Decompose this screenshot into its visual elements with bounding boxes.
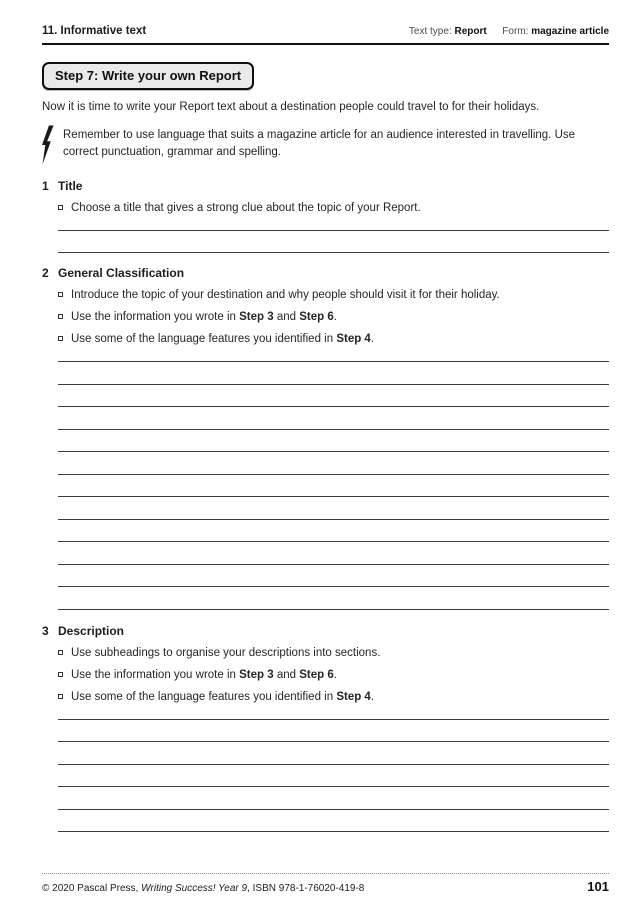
write-line: [58, 765, 609, 788]
text-segment: and: [273, 668, 300, 681]
write-line: [58, 385, 609, 408]
write-line: [58, 708, 609, 720]
text-segment: Use subheadings to organise your descriptions into sections.: [71, 646, 381, 659]
section-title: Description: [58, 623, 125, 638]
tip-callout: [42, 124, 609, 166]
write-line: [58, 219, 609, 231]
text-segment: and: [273, 311, 300, 323]
bullet-item: [58, 686, 609, 708]
bold-text-segment: Step 6: [299, 668, 334, 681]
bullet-list: [42, 642, 609, 708]
write-line: [58, 542, 609, 565]
write-line: [58, 520, 609, 543]
square-bullet-icon: [58, 292, 63, 297]
write-line: [58, 565, 609, 588]
text-segment: © 2020 Pascal Press,: [42, 883, 142, 894]
bold-text-segment: Step 6: [299, 311, 334, 323]
chapter-title: 11. Informative text: [42, 25, 147, 37]
write-lines: [58, 708, 609, 833]
section-heading: [42, 266, 609, 281]
write-line: [58, 407, 609, 430]
text-segment: .: [333, 668, 337, 681]
text-type-label: Text type:: [408, 26, 452, 37]
text-segment: Use the information you wrote in: [71, 668, 240, 681]
text-segment: , ISBN 978-1-76020-419-8: [247, 883, 365, 894]
form-label: Form:: [502, 26, 529, 37]
write-line: [58, 497, 609, 520]
bullet-text: [71, 306, 337, 328]
section-title: Title: [58, 178, 83, 193]
text-segment: Introduce the topic of your destination and why people should visit it for their holiday.: [71, 289, 500, 301]
section-2: [42, 266, 609, 610]
write-line: [58, 587, 609, 610]
write-line: [58, 810, 609, 833]
section-1: [42, 179, 609, 254]
bold-text-segment: Step 4: [336, 690, 371, 703]
bold-text-segment: Step 3: [239, 668, 274, 681]
bullet-text: [71, 686, 374, 708]
bullet-item: [58, 284, 609, 306]
square-bullet-icon: [58, 694, 63, 699]
section-title: General Classification: [58, 266, 185, 280]
lightning-bolt-icon: [42, 124, 55, 166]
write-line: [58, 362, 609, 385]
italic-text-segment: Writing Success! Year 9: [141, 883, 248, 894]
page-header: [42, 25, 609, 45]
copyright-text: [42, 882, 364, 896]
text-segment: .: [333, 311, 337, 323]
write-lines: [58, 350, 609, 610]
text-segment: .: [370, 333, 375, 345]
square-bullet-icon: [58, 336, 63, 341]
write-line: [58, 720, 609, 743]
bullet-item: [58, 664, 609, 686]
section-number: 2: [42, 266, 49, 280]
section-3: [42, 624, 609, 833]
step-heading-label: Step 7: Write your own Report: [55, 68, 242, 83]
bold-text-segment: Step 3: [239, 311, 274, 323]
text-segment: .: [370, 690, 375, 703]
text-segment: Choose a title that gives a strong clue about the topic of your Report.: [71, 201, 421, 214]
page-footer: [42, 873, 609, 896]
section-heading: [42, 179, 609, 194]
sections-container: [42, 179, 609, 833]
text-segment: Use some of the language features you identified in: [71, 333, 337, 345]
section-number: 1: [42, 178, 49, 193]
write-line: [58, 231, 609, 254]
tip-text: Remember to use language that suits a magazine article for an audience interested in travelling. Use correct punctuation, grammar and spelling.: [63, 128, 576, 158]
write-line: [58, 430, 609, 453]
text-segment: Use the information you wrote in: [71, 311, 240, 323]
bullet-item: [58, 328, 609, 350]
intro-paragraph: Now it is time to write your Report text about a destination people could travel to for their holidays.: [42, 101, 540, 113]
square-bullet-icon: [58, 314, 63, 319]
write-lines: [58, 219, 609, 254]
form-value: magazine article: [531, 26, 609, 37]
bullet-text: [71, 642, 380, 664]
bullet-item: [58, 642, 609, 664]
step-heading-box: [42, 62, 254, 90]
square-bullet-icon: [58, 205, 63, 210]
text-segment: Use some of the language features you identified in: [71, 690, 337, 703]
bullet-list: [42, 197, 609, 219]
section-number: 3: [42, 623, 49, 638]
square-bullet-icon: [58, 672, 63, 677]
bullet-text: [71, 197, 421, 219]
header-meta: [409, 26, 609, 37]
square-bullet-icon: [58, 650, 63, 655]
write-line: [58, 350, 609, 362]
bold-text-segment: Step 4: [336, 333, 371, 345]
bullet-text: [71, 328, 374, 350]
write-line: [58, 787, 609, 810]
bullet-list: [42, 284, 609, 350]
bullet-text: [71, 664, 337, 686]
text-type-value: Report: [454, 26, 487, 37]
bullet-item: [58, 306, 609, 328]
bullet-item: [58, 197, 609, 219]
write-line: [58, 742, 609, 765]
page-number: 101: [587, 879, 609, 894]
section-heading: [42, 624, 609, 639]
write-line: [58, 452, 609, 475]
bullet-text: [71, 284, 500, 306]
write-line: [58, 475, 609, 498]
